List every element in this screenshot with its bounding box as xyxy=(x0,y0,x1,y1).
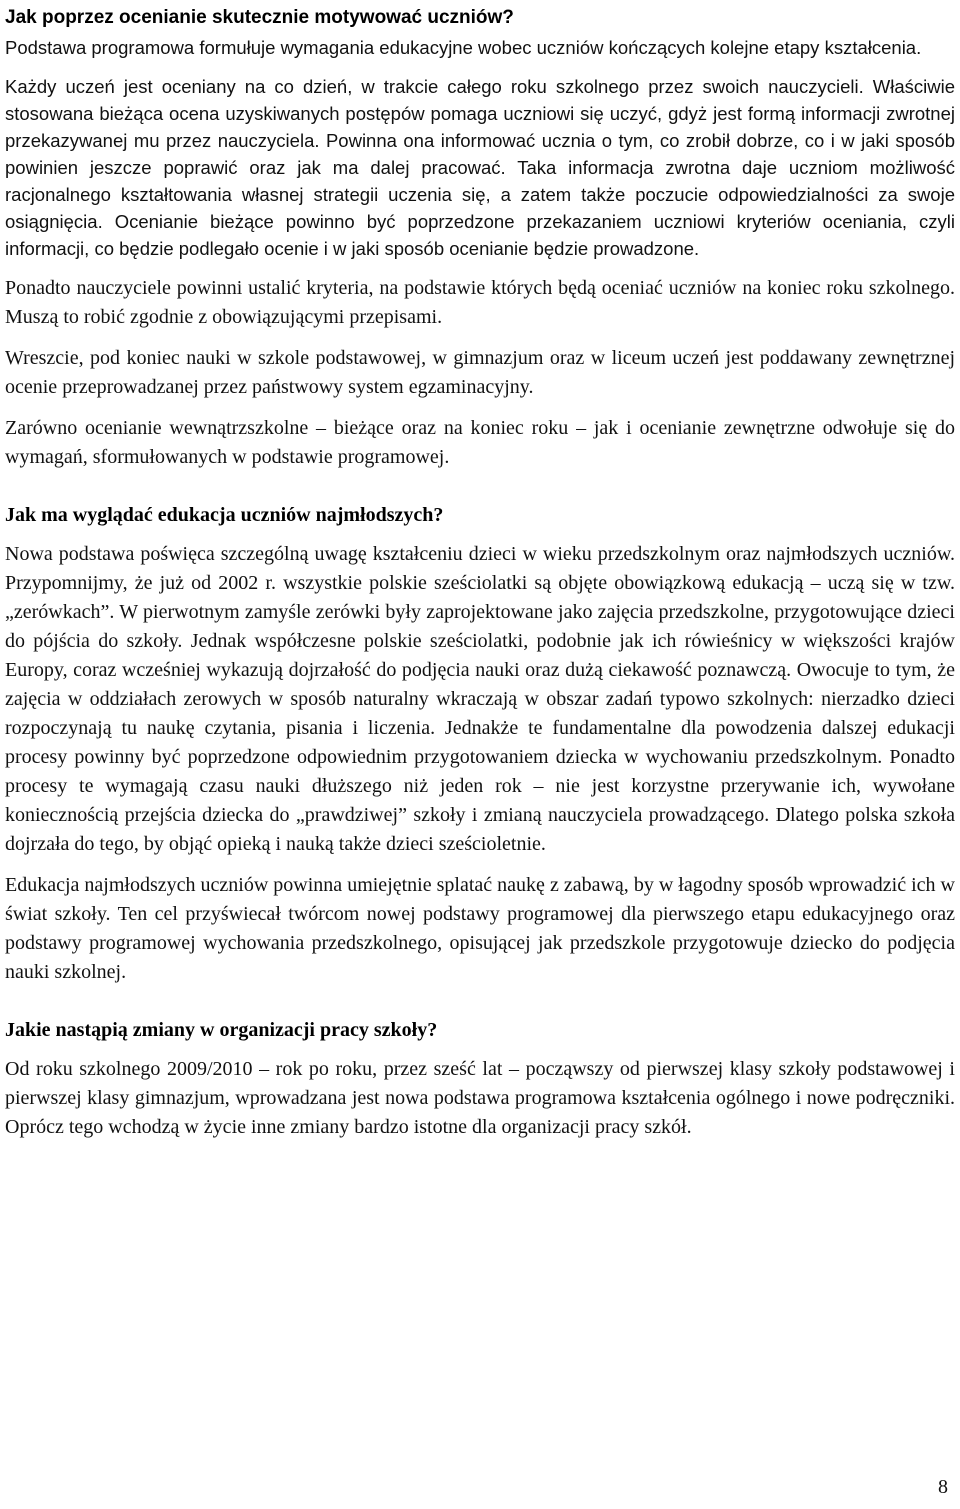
paragraph: Nowa podstawa poświęca szczególną uwagę kształceniu dzieci w wieku przedszkolnym oraz najmłodszych uczniów. Przypomnijmy, że już od 2002 r. wszystkie polskie sześciolatki są objęte obowiązkową edukacją – uczą się w tzw. „zerówkach”. W pierwotnym zamyśle zerówki były zaprojektowane jako zajęcia przedszkolne, przygotowujące dzieci do pójścia do szkoły. Jednak współczesne polskie sześciolatki, podobnie jak ich rówieśnicy w większości krajów Europy, coraz wcześniej wykazują dojrzałość do podjęcia nauki oraz dużą ciekawość poznawczą. Owocuje to tym, że zajęcia w oddziałach zerowych w sposób naturalny wkraczają w obszar zadań typowo szkolnych: nierzadko dzieci rozpoczynają tu naukę czytania, pisania i liczenia. Jednakże te fundamentalne dla powodzenia dalszej edukacji procesy powinny być poprzedzone odpowiednim przygotowaniem dziecka w wychowaniu przedszkolnym. Ponadto procesy te wymagają czasu nauki dłuższego niż jeden rok – nie jest korzystne przerywanie ich, wywołane koniecznością przejścia dziecka do „prawdziwej” szkoły i zmianą nauczyciela prowadzącego. Dlatego polska szkoła dojrzała do tego, by objąć opieką i nauką także dzieci sześcioletnie. xyxy=(5,543,955,855)
section-heading-zmiany: Jakie nastąpią zmiany w organizacji pracy szkoły? xyxy=(5,1019,438,1041)
section-heading-ocenianie: Jak poprzez ocenianie skutecznie motywować uczniów? xyxy=(5,7,514,28)
paragraph: Wreszcie, pod koniec nauki w szkole podstawowej, w gimnazjum oraz w liceum uczeń jest poddawany zewnętrznej ocenie przeprowadzanej przez państwowy system egzaminacyjny. xyxy=(5,347,955,398)
paragraph: Zarówno ocenianie wewnątrzszkolne – bieżące oraz na koniec roku – jak i ocenianie zewnętrzne odwołuje się do wymagań, sformułowanych w podstawie programowej. xyxy=(5,417,955,468)
page-number: 8 xyxy=(938,1476,948,1498)
paragraph: Podstawa programowa formułuje wymagania edukacyjne wobec uczniów kończących kolejne etapy kształcenia. xyxy=(5,37,922,58)
paragraph: Od roku szkolnego 2009/2010 – rok po roku, przez sześć lat – począwszy od pierwszej klasy szkoły podstawowej i pierwszej klasy gimnazjum, wprowadzana jest nowa podstawa programowa kształcenia ogólnego i nowe podręczniki. Oprócz tego wchodzą w życie inne zmiany bardzo istotne dla organizacji pracy szkół. xyxy=(5,1058,955,1138)
section-heading-edukacja: Jak ma wyglądać edukacja uczniów najmłodszych? xyxy=(5,504,444,526)
paragraph: Każdy uczeń jest oceniany na co dzień, w trakcie całego roku szkolnego przez swoich nauczycieli. Właściwie stosowana bieżąca ocena uzyskiwanych postępów pomaga uczniowi się uczyć, gdyż jest formą informacji zwrotnej przekazywanej mu przez nauczyciela. Powinna ona informować ucznia o tym, co zrobił dobrze, co i w jaki sposób powinien jeszcze poprawić oraz jak ma dalej pracować. Taka informacja zwrotna daje uczniom możliwość racjonalnego kształtowania własnej strategii uczenia się, a zatem także poczucie odpowiedzialności za swoje osiągnięcia. Ocenianie bieżące powinno być poprzedzone przekazaniem uczniowi kryteriów oceniania, czyli informacji, co będzie podlegało ocenie i w jaki sposób ocenianie będzie prowadzone. xyxy=(5,76,955,259)
document-content xyxy=(5,0,955,1142)
paragraph: Edukacja najmłodszych uczniów powinna umiejętnie splatać naukę z zabawą, by w łagodny sposób wprowadzić ich w świat szkoły. Ten cel przyświecał twórcom nowej podstawy programowej dla pierwszego etapu edukacyjnego oraz podstawy programowej wychowania przedszkolnego, opisującej jak przedszkole przygotowuje dziecko do podjęcia nauki szkolnej. xyxy=(5,874,955,983)
paragraph: Ponadto nauczyciele powinni ustalić kryteria, na podstawie których będą oceniać uczniów na koniec roku szkolnego. Muszą to robić zgodnie z obowiązującymi przepisami. xyxy=(5,277,955,328)
